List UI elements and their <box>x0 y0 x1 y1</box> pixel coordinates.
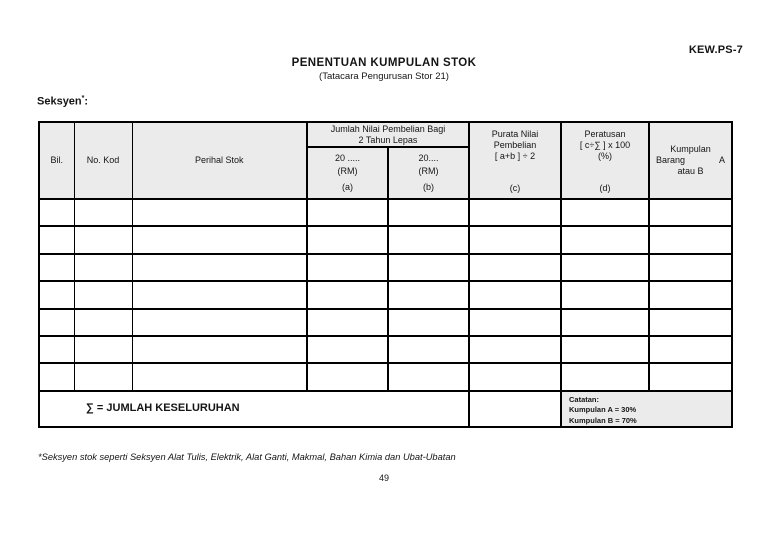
empty-cell <box>649 199 732 226</box>
footnote: *Seksyen stok seperti Seksyen Alat Tulis, Elektrik, Alat Ganti, Makmal, Bahan Kimia dan Ubat-Ubatan <box>38 452 456 462</box>
empty-cell <box>307 309 388 336</box>
empty-cell <box>561 254 649 281</box>
empty-cell <box>388 309 469 336</box>
empty-cell <box>132 226 307 253</box>
total-row <box>39 391 732 428</box>
col-header-bil: Bil. <box>39 122 74 199</box>
empty-row <box>39 254 732 281</box>
year-a-letter: (a) <box>342 182 353 192</box>
empty-cell <box>74 226 132 253</box>
year-a-text: 20 ..... <box>334 153 360 163</box>
empty-row <box>39 199 732 226</box>
table-body <box>39 199 732 391</box>
col-header-peratusan <box>561 122 649 199</box>
empty-cell <box>132 254 307 281</box>
empty-cell <box>39 336 74 363</box>
purata-col-letter: (c) <box>509 183 521 193</box>
peratusan-line-1: Peratusan <box>584 129 626 139</box>
purata-line-2: Pembelian <box>493 140 537 150</box>
empty-cell <box>39 281 74 308</box>
empty-row <box>39 226 732 253</box>
col-header-perihal-stok: Perihal Stok <box>132 122 307 199</box>
empty-cell <box>469 199 561 226</box>
empty-cell <box>307 363 388 390</box>
kumpulan-a-text: A <box>718 155 725 165</box>
empty-cell <box>388 336 469 363</box>
empty-cell <box>388 281 469 308</box>
empty-cell <box>469 226 561 253</box>
kumpulan-line-2 <box>650 155 731 166</box>
page-subtitle: (Tatacara Pengurusan Stor 21) <box>319 71 449 82</box>
purata-line-1: Purata Nilai <box>491 129 539 139</box>
section-asterisk: * <box>81 95 85 102</box>
empty-cell <box>561 309 649 336</box>
peratusan-line-3: (%) <box>598 151 612 161</box>
empty-cell <box>307 336 388 363</box>
empty-cell <box>74 336 132 363</box>
catatan-line-1: Kumpulan A = 30% <box>569 405 637 415</box>
empty-cell <box>561 336 649 363</box>
table-header <box>39 122 732 199</box>
year-b-letter: (b) <box>423 182 434 192</box>
col-header-kumpulan <box>649 122 732 199</box>
empty-cell <box>307 199 388 226</box>
table-footer <box>39 391 732 428</box>
col-header-year-a <box>307 147 388 199</box>
page-title: PENENTUAN KUMPULAN STOK <box>291 57 477 69</box>
empty-cell <box>469 363 561 390</box>
stock-grouping-table <box>38 121 733 428</box>
empty-cell <box>132 309 307 336</box>
catatan-cell <box>561 391 732 428</box>
empty-cell <box>39 254 74 281</box>
kumpulan-line-1: Kumpulan <box>670 144 711 154</box>
year-b-unit: (RM) <box>418 165 439 176</box>
section-label-text: Seksyen <box>37 95 82 108</box>
empty-cell <box>649 309 732 336</box>
empty-row <box>39 281 732 308</box>
empty-cell <box>388 199 469 226</box>
peratusan-line-2: [ c÷∑ ] x 100 <box>579 140 631 150</box>
col-header-no-kod: No. Kod <box>74 122 132 199</box>
section-label <box>37 95 88 108</box>
col-header-year-b <box>388 147 469 199</box>
year-a-unit: (RM) <box>337 165 358 176</box>
form-code: KEW.PS-7 <box>688 44 743 56</box>
empty-row <box>39 309 732 336</box>
col-header-jumlah-nilai <box>307 122 469 147</box>
empty-cell <box>132 336 307 363</box>
total-row-empty-cell <box>469 391 561 428</box>
empty-cell <box>388 226 469 253</box>
empty-cell <box>39 363 74 390</box>
empty-row <box>39 363 732 390</box>
kumpulan-line-3: atau B <box>677 166 704 176</box>
section-colon: : <box>84 95 89 108</box>
empty-cell <box>388 254 469 281</box>
jumlah-line-2: 2 Tahun Lepas <box>358 134 418 145</box>
empty-cell <box>469 254 561 281</box>
header-row-1 <box>39 122 732 147</box>
empty-cell <box>132 199 307 226</box>
kumpulan-barang-text: Barang <box>656 155 686 165</box>
empty-cell <box>307 254 388 281</box>
empty-cell <box>74 363 132 390</box>
purata-line-3: [ a+b ] ÷ 2 <box>494 151 536 161</box>
empty-cell <box>74 281 132 308</box>
empty-cell <box>39 226 74 253</box>
purata-stack <box>470 124 560 197</box>
empty-cell <box>74 254 132 281</box>
peratusan-stack <box>562 124 648 197</box>
peratusan-col-letter: (d) <box>599 183 611 193</box>
empty-cell <box>649 254 732 281</box>
empty-cell <box>132 281 307 308</box>
empty-cell <box>469 336 561 363</box>
empty-cell <box>649 281 732 308</box>
empty-cell <box>561 226 649 253</box>
empty-cell <box>74 309 132 336</box>
empty-cell <box>561 199 649 226</box>
catatan-line-2: Kumpulan B = 70% <box>569 415 637 425</box>
empty-cell <box>469 281 561 308</box>
empty-cell <box>388 363 469 390</box>
catatan-title: Catatan: <box>569 394 600 404</box>
empty-cell <box>561 363 649 390</box>
empty-cell <box>469 309 561 336</box>
empty-cell <box>307 226 388 253</box>
year-b-text: 20.... <box>418 153 439 163</box>
empty-cell <box>649 363 732 390</box>
empty-row <box>39 336 732 363</box>
total-row-label: ∑ = JUMLAH KESELURUHAN <box>39 391 469 428</box>
title-block <box>0 57 768 82</box>
empty-cell <box>74 199 132 226</box>
empty-cell <box>649 226 732 253</box>
empty-cell <box>39 309 74 336</box>
empty-cell <box>649 336 732 363</box>
empty-cell <box>307 281 388 308</box>
empty-cell <box>561 281 649 308</box>
jumlah-line-1: Jumlah Nilai Pembelian Bagi <box>330 123 446 134</box>
empty-cell <box>39 199 74 226</box>
col-header-purata <box>469 122 561 199</box>
page-number: 49 <box>378 473 389 483</box>
empty-cell <box>132 363 307 390</box>
